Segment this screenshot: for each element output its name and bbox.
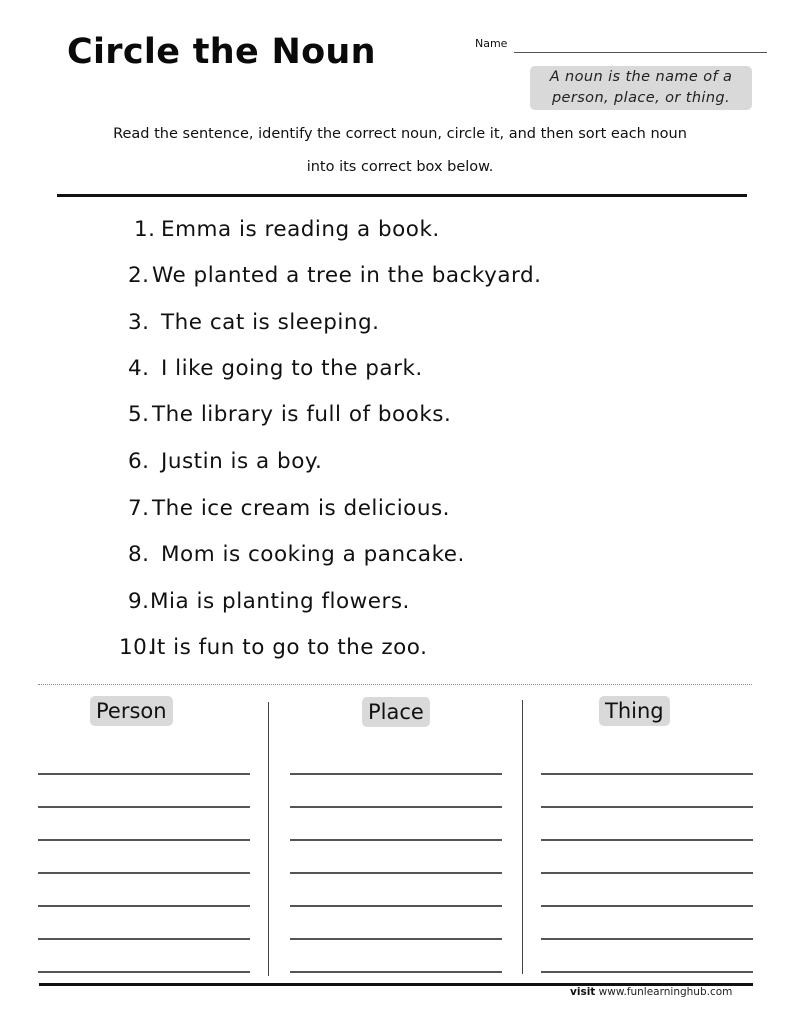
answer-line[interactable] — [541, 938, 753, 940]
sentence-text[interactable]: I like going to the park. — [161, 356, 423, 381]
answer-line[interactable] — [38, 905, 250, 907]
column-divider — [268, 702, 269, 976]
sentence-item[interactable] — [128, 402, 451, 438]
instructions-line-1: Read the sentence, identify the correct noun, circle it, and then sort each noun — [113, 126, 687, 142]
header-divider — [57, 194, 747, 197]
definition-line-1: A noun is the name of a — [549, 69, 733, 85]
footer-url[interactable]: www.funlearninghub.com — [598, 986, 733, 998]
answer-line[interactable] — [541, 839, 753, 841]
answer-line[interactable] — [541, 806, 753, 808]
answer-line[interactable] — [38, 872, 250, 874]
sentence-number: 3. — [128, 310, 150, 335]
sentence-item[interactable] — [128, 310, 379, 346]
noun-definition-box — [530, 66, 752, 110]
sentence-number: 2. — [128, 263, 150, 288]
sentence-number: 1. — [134, 217, 156, 242]
answer-line[interactable] — [290, 905, 502, 907]
sentence-item[interactable] — [128, 589, 410, 625]
sentence-text[interactable]: It is fun to go to the zoo. — [150, 635, 428, 660]
answer-line[interactable] — [290, 971, 502, 973]
sentence-number: 9. — [128, 589, 150, 614]
answer-line[interactable] — [541, 905, 753, 907]
answer-line[interactable] — [541, 971, 753, 973]
sentence-text[interactable]: The library is full of books. — [152, 402, 452, 427]
answer-line[interactable] — [290, 872, 502, 874]
column-header-place: Place — [362, 697, 430, 727]
page-title: Circle the Noun — [67, 32, 376, 72]
answer-line[interactable] — [38, 938, 250, 940]
sentence-text[interactable]: The cat is sleeping. — [161, 310, 380, 335]
answer-line[interactable] — [38, 971, 250, 973]
sentence-number: 4. — [128, 356, 150, 381]
section-divider-dotted — [38, 684, 752, 685]
answer-line[interactable] — [541, 872, 753, 874]
sentence-item[interactable] — [128, 263, 541, 299]
column-header-person: Person — [90, 696, 173, 726]
sort-column-thing — [541, 696, 753, 981]
answer-line[interactable] — [290, 806, 502, 808]
sentence-text[interactable]: Mia is planting flowers. — [150, 589, 410, 614]
answer-line[interactable] — [541, 773, 753, 775]
answer-line[interactable] — [38, 773, 250, 775]
sort-column-place — [290, 696, 502, 981]
footer — [570, 986, 732, 998]
sentence-item[interactable] — [128, 542, 465, 578]
sentence-item[interactable] — [128, 356, 423, 392]
sentence-item[interactable] — [128, 496, 450, 532]
name-label: Name — [475, 37, 508, 50]
sentence-text[interactable]: Mom is cooking a pancake. — [161, 542, 465, 567]
sentence-number: 6. — [128, 449, 150, 474]
answer-line[interactable] — [38, 806, 250, 808]
instructions — [40, 118, 760, 184]
answer-line[interactable] — [290, 938, 502, 940]
answer-line[interactable] — [290, 773, 502, 775]
sentence-text[interactable]: Emma is reading a book. — [161, 217, 440, 242]
sentence-text[interactable]: We planted a tree in the backyard. — [152, 263, 542, 288]
sentence-text[interactable]: Justin is a boy. — [161, 449, 323, 474]
sentence-number: 8. — [128, 542, 150, 567]
definition-line-2: person, place, or thing. — [551, 90, 731, 106]
instructions-line-2: into its correct box below. — [306, 159, 494, 175]
sort-column-person — [38, 696, 250, 981]
sentence-number: 5. — [128, 402, 150, 427]
sentence-number: 7. — [128, 496, 150, 521]
column-header-thing: Thing — [599, 696, 670, 726]
sentence-text[interactable]: The ice cream is delicious. — [152, 496, 450, 521]
answer-line[interactable] — [38, 839, 250, 841]
name-field[interactable] — [514, 52, 767, 53]
sentence-item[interactable] — [128, 449, 322, 485]
column-divider — [522, 700, 523, 974]
footer-visit-label: visit — [570, 986, 596, 998]
answer-line[interactable] — [290, 839, 502, 841]
sentence-item[interactable] — [134, 217, 440, 253]
sentence-item[interactable] — [119, 635, 427, 671]
sentence-number: 10. — [119, 635, 155, 660]
